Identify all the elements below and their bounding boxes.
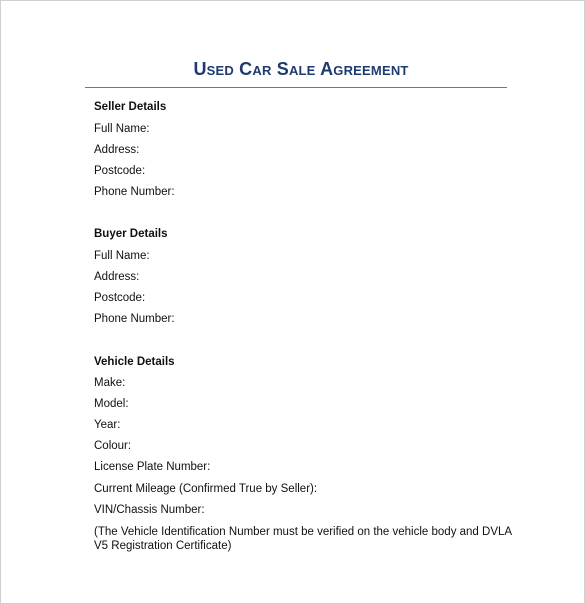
vin-verification-note: (The Vehicle Identification Number must be verified on the vehicle body and DVLA V5 Registration Certificate) <box>94 526 512 552</box>
buyer-details-heading: Buyer Details <box>94 228 168 240</box>
buyer-address-label: Address: <box>94 271 140 283</box>
vehicle-model-label: Model: <box>94 398 129 410</box>
title-underline <box>85 87 507 88</box>
vehicle-colour-label: Colour: <box>94 440 132 452</box>
vehicle-mileage-label: Current Mileage (Confirmed True by Seller): <box>94 483 318 495</box>
seller-full-name-label: Full Name: <box>94 123 150 135</box>
vehicle-details-heading: Vehicle Details <box>94 356 175 368</box>
seller-postcode-label: Postcode: <box>94 165 146 177</box>
buyer-full-name-label: Full Name: <box>94 250 150 262</box>
seller-address-label: Address: <box>94 144 140 156</box>
document-title: Used Car Sale Agreement <box>193 59 409 79</box>
vehicle-plate-label: License Plate Number: <box>94 461 211 473</box>
vehicle-vin-label: VIN/Chassis Number: <box>94 504 205 516</box>
buyer-postcode-label: Postcode: <box>94 292 146 304</box>
seller-phone-label: Phone Number: <box>94 186 175 198</box>
vehicle-make-label: Make: <box>94 377 126 389</box>
buyer-phone-label: Phone Number: <box>94 313 175 325</box>
vehicle-year-label: Year: <box>94 419 121 431</box>
seller-details-heading: Seller Details <box>94 101 167 113</box>
